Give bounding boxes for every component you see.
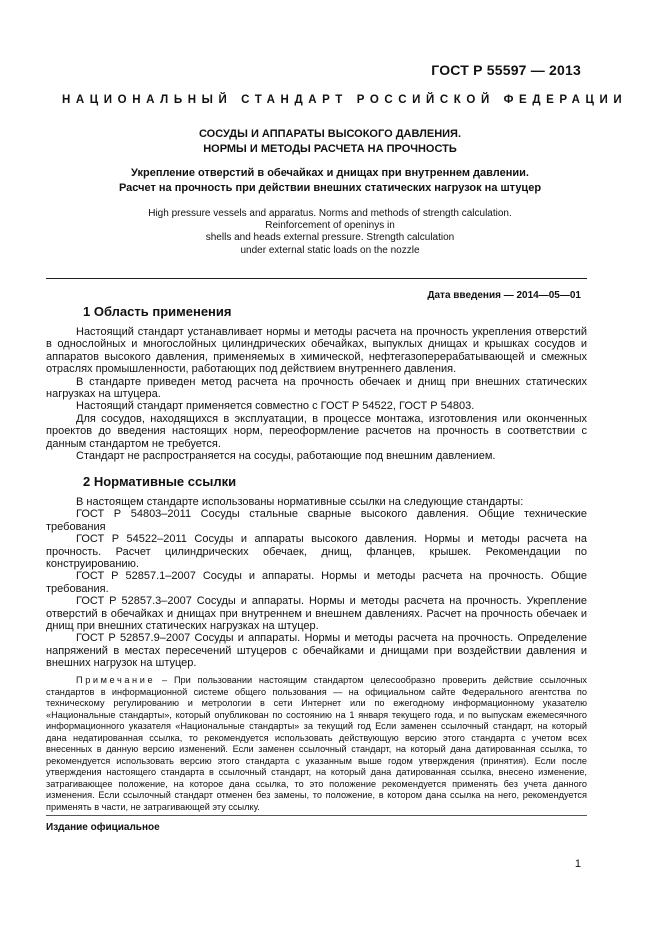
english-title-line-3: shells and heads external pressure. Strength calculation bbox=[205, 232, 455, 244]
reference-note bbox=[46, 675, 587, 813]
subtitle bbox=[80, 166, 580, 196]
section-1-paragraph: Настоящий стандарт устанавливает нормы и методы расчета на прочность укрепления отверстий в однослойных и многослойных цилиндрических обечайках, выпуклых днищах и крышках сосудов и аппаратов высокого давления, применяемых в химической, нефтегазоперерабатывающей и смежных отраслях промышленности, работающих под действием внутреннего давления. bbox=[46, 326, 587, 376]
subtitle-line-2: Расчет на прочность при действии внешних статических нагрузок на штуцер bbox=[118, 182, 542, 194]
english-title-line-1: High pressure vessels and apparatus. Norms and methods of strength calculation. bbox=[148, 208, 512, 219]
english-title-line-2: Reinforcement of openinys in bbox=[265, 220, 395, 232]
reference-item: ГОСТ Р 52857.3–2007 Сосуды и аппараты. Нормы и методы расчета на прочность. Укрепление отверстий в обечайках и днищах при внутреннем и внешнем давлениях. Расчет на прочность обечаек и днищ при внешних статических нагрузках на штуцер. bbox=[46, 595, 587, 633]
reference-intro: В настоящем стандарте использованы нормативные ссылки на следующие стандарты: bbox=[76, 496, 524, 508]
reference-item: ГОСТ Р 52857.9–2007 Сосуды и аппараты. Нормы и методы расчета на прочность. Определение напряжений в местах пересечений штуцеров с обечайками и днищами при воздействии давления и внешних нагрузок на штуцер. bbox=[46, 632, 587, 670]
reference-item: ГОСТ Р 54803–2011 Сосуды стальные сварные высокого давления. Общие технические требования bbox=[46, 508, 587, 533]
official-edition-label: Издание официальное bbox=[46, 822, 160, 833]
subtitle-line-1: Укрепление отверстий в обечайках и днищах при внутреннем давлении. bbox=[131, 167, 529, 179]
main-title-line-1: СОСУДЫ И АППАРАТЫ ВЫСОКОГО ДАВЛЕНИЯ. bbox=[198, 128, 462, 140]
title-divider bbox=[46, 278, 587, 279]
note-text: – При пользовании настоящим стандартом целесообразно проверить действие ссылочных стандартов в информационной системе общего пользования — на официальном сайте Федерального агентства по техническому регулированию и метрологии в сети Интернет или по ежегодному информационному указателю «Национальные стандарты», который опубликован по состоянию на 1 января текущего года, и по выпускам ежемесячного информационного указателя «Национальные стандарты» за текущий год Если заменен ссылочный стандарт, на который дана недатированная ссылка, то рекомендуется использовать действующую версию этого стандарта с учетом всех внесенных в данную версию изменений. Если заменен ссылочный стандарт, на который дана датированная ссылка, то рекомендуется использовать версию этого стандарта с указанным выше годом утверждения (принятия). Если после утверждения настоящего стандарта в ссылочный стандарт, на который дана датированная ссылка, внесено изменение, затрагивающее положение, на которое дана ссылка, то это положение рекомендуется применять без учета данного изменения. Если ссылочный стандарт отменен без замены, то положение, в котором дана ссылка на него, рекомендуется применять в части, не затрагивающей эту ссылку. bbox=[46, 675, 587, 812]
section-1-paragraph: Для сосудов, находящихся в эксплуатации, в процессе монтажа, изготовления или оконченных проектов до введения настоящих норм, переоформление расчетов на прочность в соответствии с данным стандартом не требуется. bbox=[46, 412, 587, 450]
reference-item: ГОСТ Р 54522–2011 Сосуды и аппараты высокого давления. Нормы и методы расчета на прочность. Расчет цилиндрических обечаек, днищ, фланцев, крышек. Рекомендации по конструированию. bbox=[46, 533, 587, 571]
reference-item: ГОСТ Р 52857.1–2007 Сосуды и аппараты. Нормы и методы расчета на прочность. Общие требования. bbox=[46, 570, 587, 595]
english-title-line-4: under external static loads on the nozzle bbox=[240, 244, 420, 256]
section-normative-references bbox=[46, 474, 587, 670]
main-title bbox=[80, 127, 580, 157]
footer-divider bbox=[46, 815, 587, 816]
note-label: Примечание bbox=[76, 675, 156, 685]
section-1-heading: 1 Область применения bbox=[83, 304, 232, 319]
title-block bbox=[80, 127, 580, 257]
main-title-line-2: НОРМЫ И МЕТОДЫ РАСЧЕТА НА ПРОЧНОСТЬ bbox=[203, 143, 457, 155]
section-1-paragraph: Стандарт не распространяется на сосуды, работающие под внешним давлением. bbox=[76, 450, 496, 463]
section-2-heading: 2 Нормативные ссылки bbox=[83, 474, 237, 489]
english-title bbox=[80, 208, 580, 257]
national-standard-title: НАЦИОНАЛЬНЫЙ СТАНДАРТ РОССИЙСКОЙ ФЕДЕРАЦИИ bbox=[62, 94, 628, 106]
introduction-date: Дата введения — 2014—05—01 bbox=[427, 290, 581, 301]
document-number: ГОСТ Р 55597 — 2013 bbox=[431, 62, 581, 78]
section-1-paragraph: В стандарте приведен метод расчета на прочность обечаек и днищ при внешних статических нагрузках на штуцера. bbox=[46, 375, 587, 401]
section-1-paragraph: Настоящий стандарт применяется совместно с ГОСТ Р 54522, ГОСТ Р 54803. bbox=[76, 400, 475, 413]
page-number: 1 bbox=[574, 858, 581, 870]
section-scope bbox=[46, 304, 587, 462]
